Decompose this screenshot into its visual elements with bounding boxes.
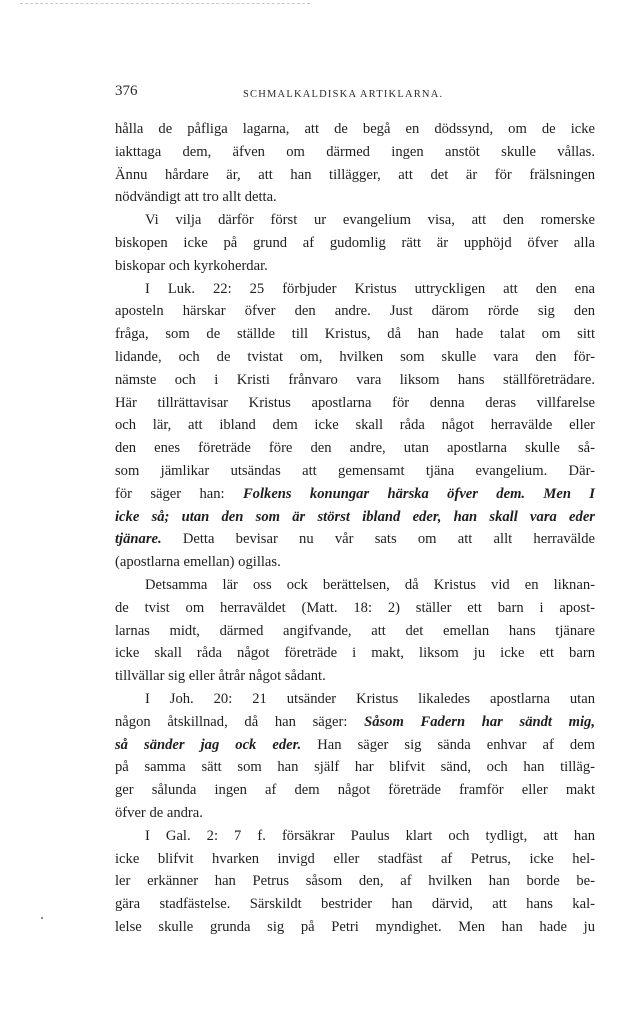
text-run: någon åtskillnad, då han säger: bbox=[115, 713, 365, 730]
text-line: fråga, som de ställde till Kristus, då han hade talat om sitt bbox=[115, 326, 595, 343]
text-line: Ännu hårdare är, att han tillägger, att det är för frälsningen bbox=[115, 166, 595, 183]
text-line bbox=[115, 779, 595, 802]
text-line: lelse skulle grunda sig på Petri myndighet. Men han hade ju bbox=[115, 918, 595, 935]
text-line: larnas midt, därmed angifvande, att det emellan hans tjänare bbox=[115, 622, 595, 639]
text-run: på samma sätt som han själf har blifvit sänd, och han tilläg- bbox=[115, 759, 595, 776]
text-line: icke skall råda något företräde i makt, liksom ju icke ett barn bbox=[115, 645, 595, 662]
paragraph-group-3 bbox=[115, 825, 595, 939]
text-line: hålla de påfliga lagarna, att de begå en dödssynd, om de icke bbox=[115, 121, 595, 137]
quotation-italic: tjänare. bbox=[115, 531, 162, 548]
text-line: tillvällar sig eller åtrår något sådant. bbox=[115, 668, 326, 685]
text-line: I Gal. 2: 7 f. försäkrar Paulus klart och tydligt, att han bbox=[145, 827, 595, 844]
text-line: den enes företräde före den andre, utan apostlarna skulle så- bbox=[115, 440, 595, 457]
text-run: (apostlarna emellan) ogillas. bbox=[115, 554, 281, 571]
text-line bbox=[115, 711, 595, 734]
scan-edge-marks bbox=[20, 3, 310, 6]
paragraph-group-2 bbox=[115, 574, 595, 688]
text-run: ger sålunda ingen af dem något företräde framför eller makt bbox=[115, 782, 595, 799]
text-line: nämste och i Kristi frånvaro vara liksom hans ställföreträdare. bbox=[115, 371, 595, 388]
text-line: gära stadfästelse. Särskildt bestrider han därvid, att hans kal- bbox=[115, 896, 595, 913]
text-line: icke blifvit hvarken invigd eller stadfäst af Petrus, icke hel- bbox=[115, 850, 595, 867]
quotation-italic: så sänder jag ock eder. bbox=[115, 736, 302, 753]
text-line bbox=[115, 802, 595, 825]
paragraph-group-1 bbox=[115, 118, 595, 483]
text-line bbox=[115, 756, 595, 779]
text-line bbox=[115, 688, 595, 711]
text-line bbox=[115, 551, 595, 574]
text-line bbox=[115, 506, 595, 529]
quotation-italic: Folkens konungar härska öfver dem. Men I bbox=[242, 485, 595, 502]
running-head: SCHMALKALDISKA ARTIKLARNA. bbox=[243, 89, 444, 100]
text-run: I Joh. 20: 21 utsänder Kristus likaledes apostlarna utan bbox=[145, 690, 595, 707]
text-line bbox=[115, 734, 595, 757]
text-line: iakttaga dem, äfven om därmed ingen anstöt skulle vållas. bbox=[115, 143, 595, 160]
text-line bbox=[115, 483, 595, 506]
text-line: och lär, att ibland dem icke skall råda något herravälde eller bbox=[115, 417, 595, 434]
text-run: öfver de andra. bbox=[115, 804, 203, 821]
text-line: lidande, och de tvistat om, hvilken som skulle vara den för- bbox=[115, 348, 595, 365]
quotation-italic: Såsom Fadern har sändt mig, bbox=[364, 713, 595, 730]
page-header bbox=[115, 83, 600, 103]
text-line: Här tillrättavisar Kristus apostlarna för denna deras villfarelse bbox=[115, 394, 595, 411]
text-line: Detsamma lär oss ock berättelsen, då Kristus vid en liknan- bbox=[145, 576, 595, 593]
body-text bbox=[115, 118, 595, 939]
text-line: I Luk. 22: 25 förbjuder Kristus uttryckligen att den ena bbox=[145, 280, 595, 297]
text-line: biskopar och kyrkoherdar. bbox=[115, 257, 268, 274]
text-line: de tvist om herraväldet (Matt. 18: 2) ställer ett barn i apost- bbox=[115, 599, 595, 616]
scan-speck bbox=[41, 917, 43, 919]
text-run: för säger han: bbox=[115, 485, 243, 502]
page-number: 376 bbox=[115, 83, 138, 99]
text-line: biskopen icke på grund af gudomlig rätt är upphöjd öfver alla bbox=[115, 234, 595, 251]
text-line: som jämlikar utsändas att gemensamt tjäna evangelium. Där- bbox=[115, 462, 595, 479]
text-line: ler erkänner han Petrus såsom den, af hvilken han borde be- bbox=[115, 873, 595, 890]
text-line: nödvändigt att tro allt detta. bbox=[115, 189, 277, 206]
text-line: aposteln härskar öfver den andre. Just därom rörde sig den bbox=[115, 303, 595, 320]
text-line: Vi vilja därför först ur evangelium visa, att den romerske bbox=[145, 212, 595, 229]
text-run: Detta bevisar nu vår sats om att allt herravälde bbox=[161, 531, 595, 548]
text-run: Han säger sig sända enhvar af dem bbox=[301, 736, 595, 753]
quotation-italic: icke så; utan den som är störst ibland eder, han skall vara eder bbox=[115, 508, 595, 525]
text-line bbox=[115, 528, 595, 551]
